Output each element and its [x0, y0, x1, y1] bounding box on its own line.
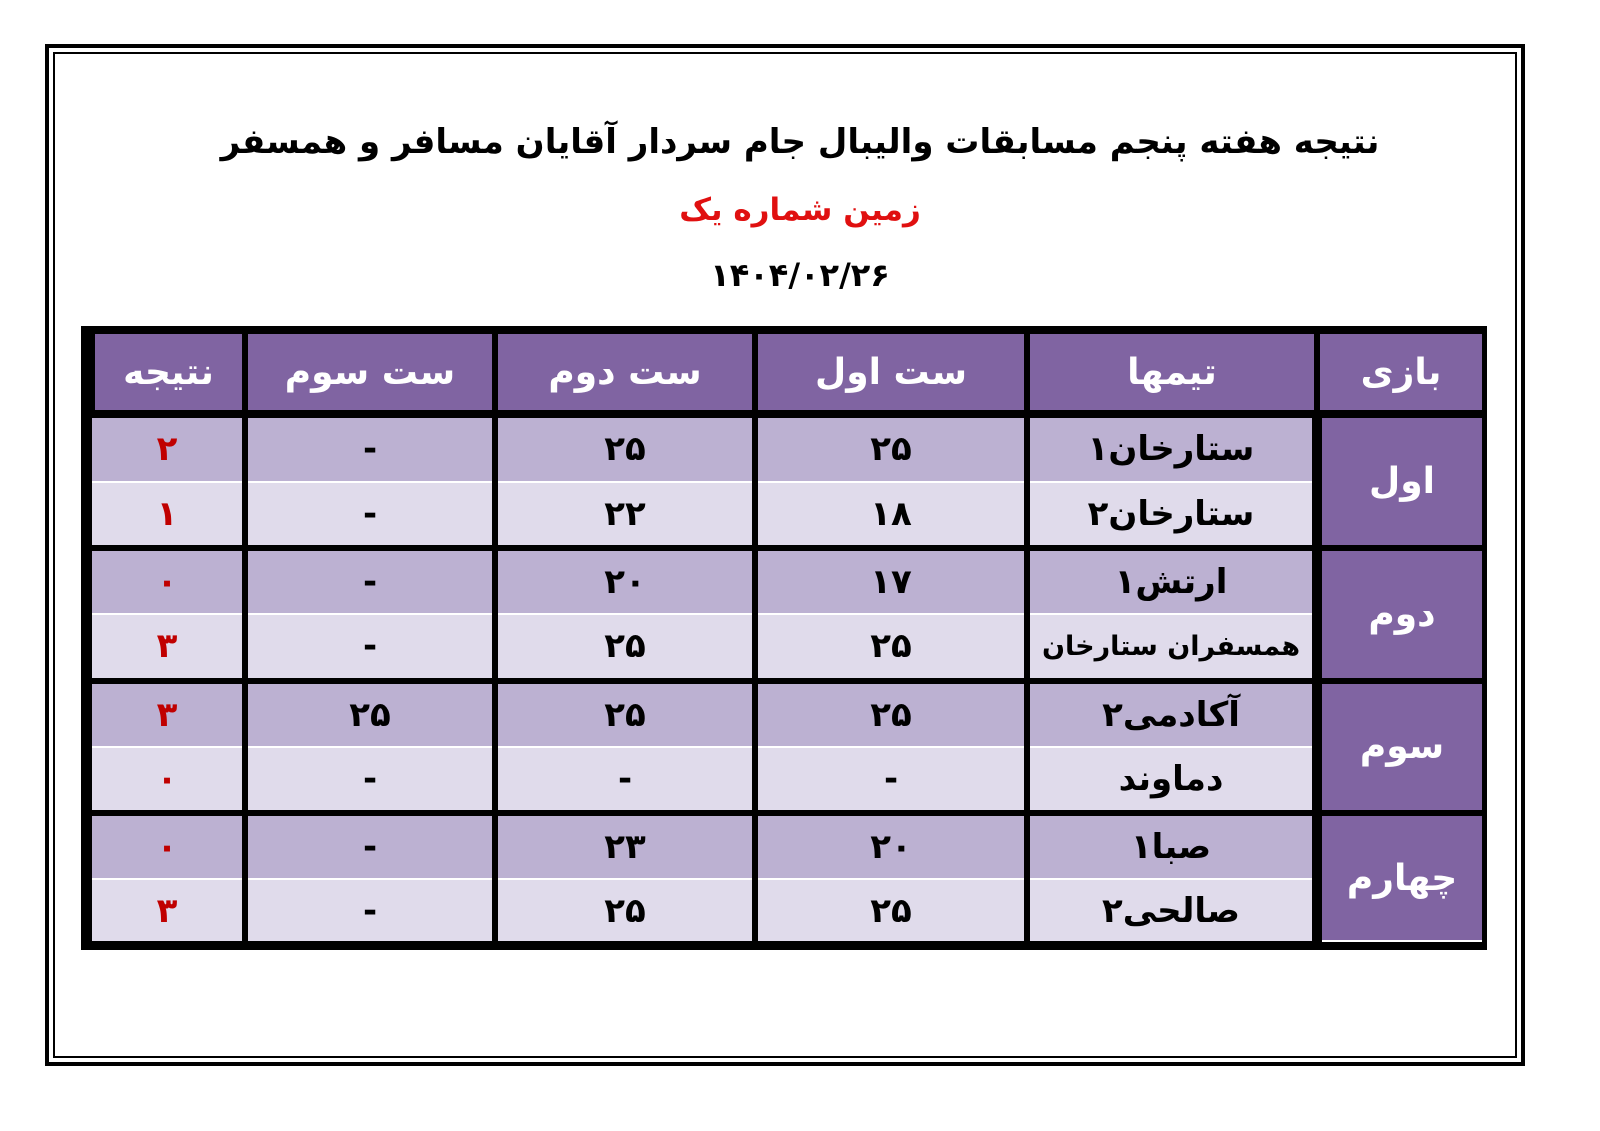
table-row — [92, 681, 1482, 747]
table-row — [92, 879, 1482, 941]
table-row — [92, 482, 1482, 548]
team-name: همسفران ستارخان — [1027, 614, 1317, 680]
set3-score: - — [245, 879, 495, 941]
set3-score: - — [245, 548, 495, 614]
team-name: ستارخان۱ — [1027, 414, 1317, 482]
page-title: نتیجه هفته پنجم مسابقات والیبال جام سردار آقایان مسافر و همسفر — [220, 122, 1380, 162]
column-header-game: بازی — [1317, 334, 1482, 414]
game-label: اول — [1317, 414, 1482, 548]
game-label: چهارم — [1317, 813, 1482, 941]
results-table-container — [81, 326, 1487, 950]
set1-score: ۲۵ — [755, 681, 1027, 747]
table-row — [92, 548, 1482, 614]
set2-score: ۲۵ — [495, 614, 755, 680]
team-name: صبا۱ — [1027, 813, 1317, 879]
set1-score: ۲۵ — [755, 414, 1027, 482]
match-result: ۳ — [92, 614, 245, 680]
team-name: ستارخان۲ — [1027, 482, 1317, 548]
match-result: ۰ — [92, 813, 245, 879]
game-label: دوم — [1317, 548, 1482, 681]
set1-score: ۲۰ — [755, 813, 1027, 879]
match-result: ۱ — [92, 482, 245, 548]
set1-score: ۲۵ — [755, 879, 1027, 941]
set3-score: - — [245, 747, 495, 813]
results-table — [89, 334, 1482, 942]
table-header-row — [92, 334, 1482, 414]
table-row — [92, 813, 1482, 879]
set2-score: ۲۰ — [495, 548, 755, 614]
column-header-teams: تیمها — [1027, 334, 1317, 414]
team-name: ارتش۱ — [1027, 548, 1317, 614]
column-header-set3: ست سوم — [245, 334, 495, 414]
table-row — [92, 747, 1482, 813]
set2-score: ۲۲ — [495, 482, 755, 548]
set2-score: ۲۵ — [495, 879, 755, 941]
set3-score: - — [245, 614, 495, 680]
match-result: ۰ — [92, 548, 245, 614]
column-header-set2: ست دوم — [495, 334, 755, 414]
match-result: ۰ — [92, 747, 245, 813]
set3-score: - — [245, 482, 495, 548]
set3-score: - — [245, 414, 495, 482]
match-date: ۱۴۰۴/۰۲/۲۶ — [710, 256, 890, 294]
column-header-result: نتیجه — [92, 334, 245, 414]
team-name: دماوند — [1027, 747, 1317, 813]
match-result: ۲ — [92, 414, 245, 482]
table-row — [92, 614, 1482, 680]
set2-score: ۲۳ — [495, 813, 755, 879]
match-result: ۳ — [92, 681, 245, 747]
set3-score: - — [245, 813, 495, 879]
set1-score: ۲۵ — [755, 614, 1027, 680]
team-name: آکادمی۲ — [1027, 681, 1317, 747]
set3-score: ۲۵ — [245, 681, 495, 747]
court-subtitle: زمین شماره یک — [679, 192, 921, 228]
team-name: صالحی۲ — [1027, 879, 1317, 941]
set1-score: - — [755, 747, 1027, 813]
set1-score: ۱۷ — [755, 548, 1027, 614]
set2-score: ۲۵ — [495, 414, 755, 482]
table-row — [92, 414, 1482, 482]
set2-score: - — [495, 747, 755, 813]
set1-score: ۱۸ — [755, 482, 1027, 548]
column-header-set1: ست اول — [755, 334, 1027, 414]
match-result: ۳ — [92, 879, 245, 941]
game-label: سوم — [1317, 681, 1482, 814]
set2-score: ۲۵ — [495, 681, 755, 747]
